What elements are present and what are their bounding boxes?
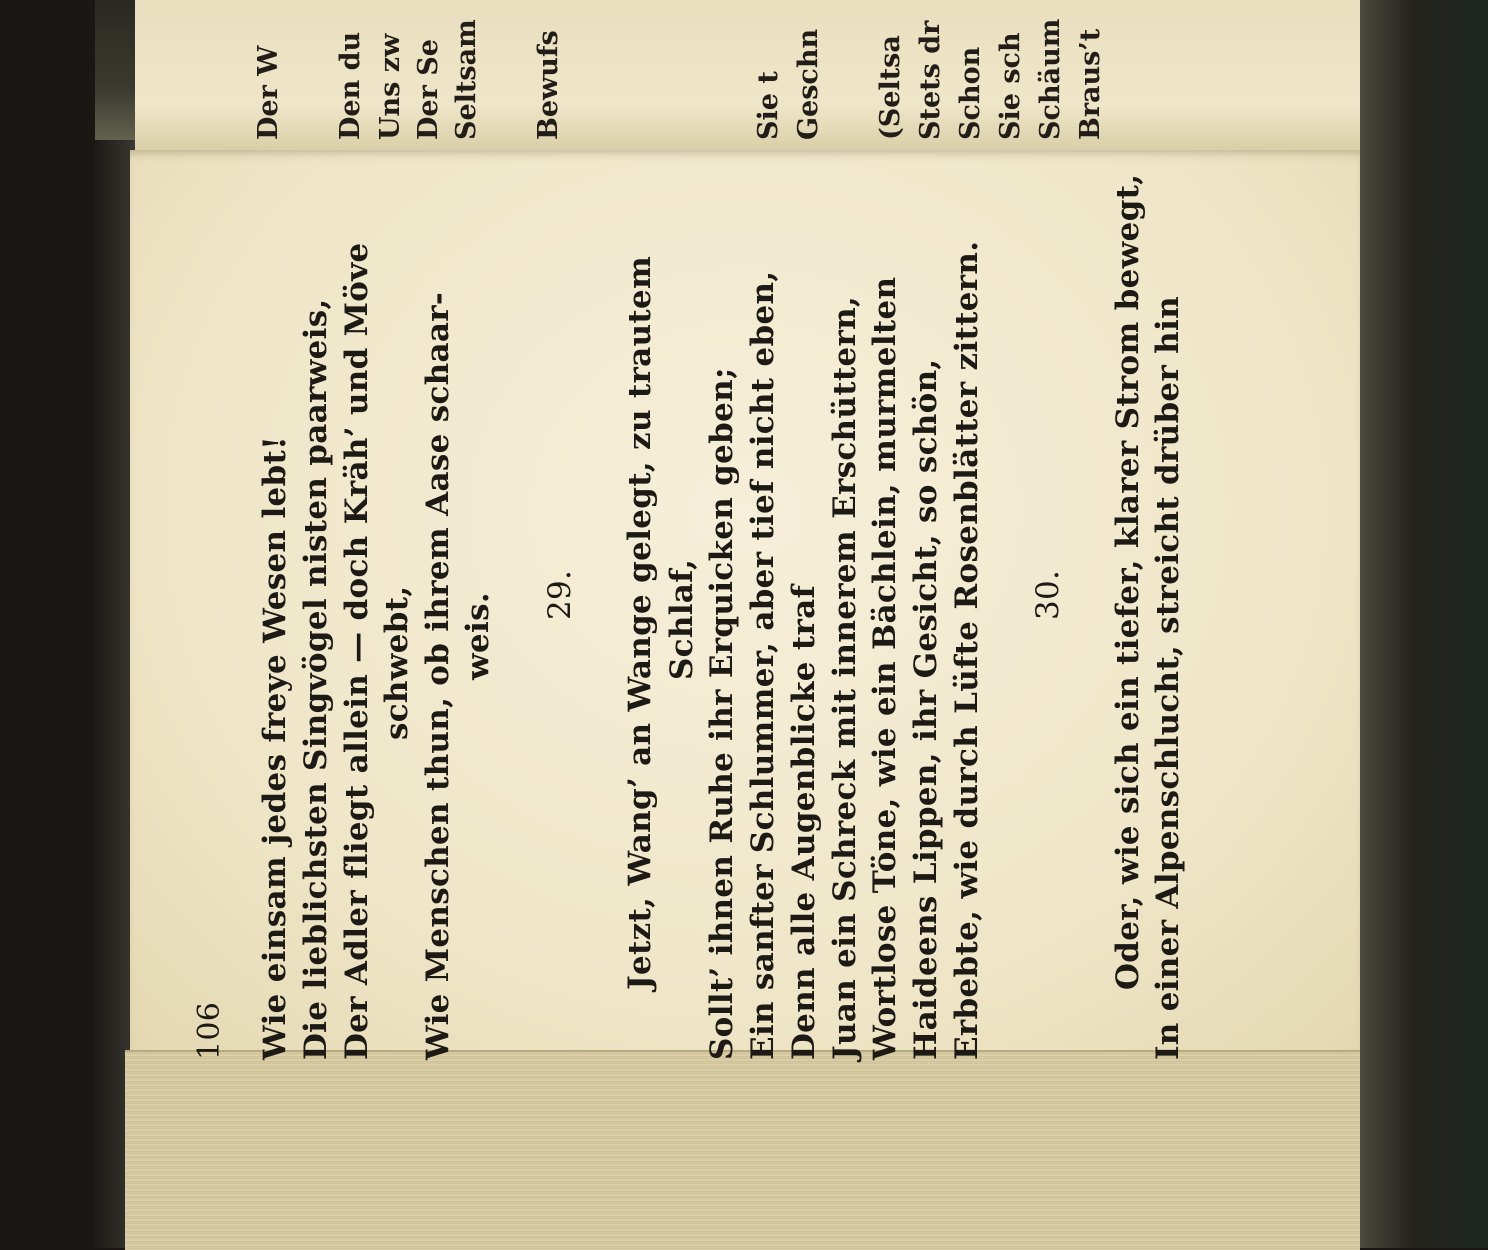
book-cover-right bbox=[1360, 0, 1488, 1248]
facing-line: Braus’t bbox=[1075, 28, 1106, 140]
verse-line: Wie einsam jedes freye Wesen lebt! bbox=[257, 435, 293, 1060]
facing-line: Schon bbox=[955, 46, 986, 140]
facing-line: Stets dr bbox=[915, 20, 946, 140]
verse-line: Wortlose Töne, wie ein Bächlein, murmelten bbox=[867, 276, 903, 1060]
verse-line: Schlaf, bbox=[664, 558, 700, 680]
facing-line: (Seltsa bbox=[875, 35, 906, 140]
stanza-number: 30. bbox=[1030, 569, 1066, 620]
verse-line: Oder, wie sich ein tiefer, klarer Strom bewegt, bbox=[1110, 173, 1146, 990]
facing-line: Schäum bbox=[1035, 18, 1066, 140]
facing-line: Den du bbox=[335, 31, 366, 140]
verse-line: schwebt, bbox=[379, 585, 415, 740]
verse-line: Erbebte, wie durch Lüfte Rosenblätter zittern. bbox=[949, 240, 985, 1060]
verse-line: In einer Alpenschlucht, streicht drüber hin bbox=[1150, 296, 1186, 1060]
facing-line: Geschn bbox=[793, 28, 824, 140]
verse-line: Der Adler fliegt allein — doch Kräh’ und Möve bbox=[339, 242, 375, 1060]
page-edges bbox=[125, 1050, 1360, 1250]
facing-line: Seltsam bbox=[451, 19, 482, 140]
verse-line: Jetzt, Wang’ an Wange gelegt, zu trautem bbox=[622, 255, 658, 990]
facing-line: Uns zw bbox=[375, 33, 406, 140]
page-number: 106 bbox=[192, 1001, 227, 1060]
verse-line: Haideens Lippen, ihr Gesicht, so schön, bbox=[908, 358, 944, 1060]
facing-line: Sie t bbox=[753, 71, 784, 140]
facing-line: Der Se bbox=[413, 39, 444, 140]
verse-line: Juan ein Schreck mit innerem Erschüttern, bbox=[827, 295, 863, 1060]
verse-line: weis. bbox=[460, 592, 496, 680]
verse-line: Denn alle Augenblicke traf bbox=[786, 584, 822, 1060]
facing-line: Sie sch bbox=[995, 32, 1026, 140]
verse-line: Wie Menschen thun, ob ihrem Aase schaar- bbox=[420, 291, 456, 1060]
facing-line: Der W bbox=[253, 45, 284, 140]
facing-page-text bbox=[250, 0, 1450, 140]
verse-line: Ein sanfter Schlummer, aber tief nicht eben, bbox=[745, 270, 781, 1060]
verse-line: Sollt’ ihnen Ruhe ihr Erquicken geben; bbox=[704, 367, 740, 1060]
facing-line: Bewufs bbox=[533, 30, 564, 140]
verse-line: Die lieblichsten Singvögel nisten paarweis, bbox=[298, 298, 334, 1060]
stanza-number: 29. bbox=[542, 569, 578, 620]
page-text bbox=[190, 130, 1190, 1060]
